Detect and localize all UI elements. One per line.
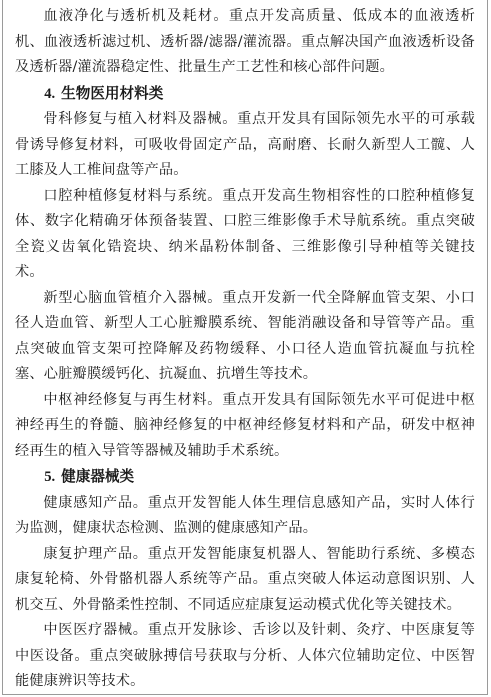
paragraph-rehabilitation: 康复护理产品。重点开发智能康复机器人、智能助行系统、多模态康复轮椅、外骨骼机器人系统等产品。重点突破人体运动意图识别、人机交互、外骨骼柔性控制、不同适应症康复运动模式优化等关键技术。 <box>15 545 475 613</box>
paragraph-orthopedic: 骨科修复与植入材料及器械。重点开发具有国际领先水平的可承载骨诱导修复材料，可吸收骨固定产品，高耐磨、长耐久新型人工髋、人工膝及人工椎间盘等产品。 <box>15 111 475 178</box>
paragraph-health-sensing: 健康感知产品。重点开发智能人体生理信息感知产品，实时人体行为监测，健康状态检测、监测的健康感知产品。 <box>15 494 475 536</box>
paragraph-blood-purification: 血液净化与透析机及耗材。重点开发高质量、低成本的血液透析机、血液透析滤过机、透析器/滤器/灌流器。重点解决国产血液透析设备及透析器/灌流器稳定性、批量生产工艺性和核心部件问题。 <box>15 8 475 75</box>
paragraph-neural: 中枢神经修复与再生材料。重点开发具有国际领先水平可促进中枢神经再生的脊髓、脑神经修复的中枢神经修复材料和产品，研发中枢神经再生的植入导管等器械及辅助手术系统。 <box>15 391 475 459</box>
section-title: 生物医用材料类 <box>61 84 164 102</box>
document-page <box>2 0 488 695</box>
section-title: 健康器械类 <box>61 468 135 485</box>
section-number: 4. <box>44 85 56 102</box>
paragraph-tcm-devices: 中医医疗器械。重点开发脉诊、舌诊以及针刺、灸疗、中医康复等中医设备。重点突破脉搏信号获取与分析、人体穴位辅助定位、中医智能健康辨识等技术。 <box>15 622 475 689</box>
section-heading-health-devices <box>15 464 475 491</box>
section-heading-biomaterials <box>15 81 475 108</box>
paragraph-dental: 口腔种植修复材料与系统。重点开发高生物相容性的口腔种植修复体、数字化精确牙体预备装置、口腔三维影像手术导航系统。重点突破全瓷义齿氧化锆瓷块、纳米晶粉体制备、三维影像引导种植等关键技术。 <box>15 187 475 280</box>
paragraph-cardiovascular: 新型心脑血管植介入器械。重点开发新一代全降解血管支架、小口径人造血管、新型人工心脏瓣膜系统、智能消融设备和导管等产品。重点突破血管支架可控降解及药物缓释、小口径人造血管抗凝血与抗栓塞、心脏瓣膜缓钙化、抗凝血、抗增生等技术。 <box>15 289 475 382</box>
section-number: 5. <box>44 469 56 485</box>
